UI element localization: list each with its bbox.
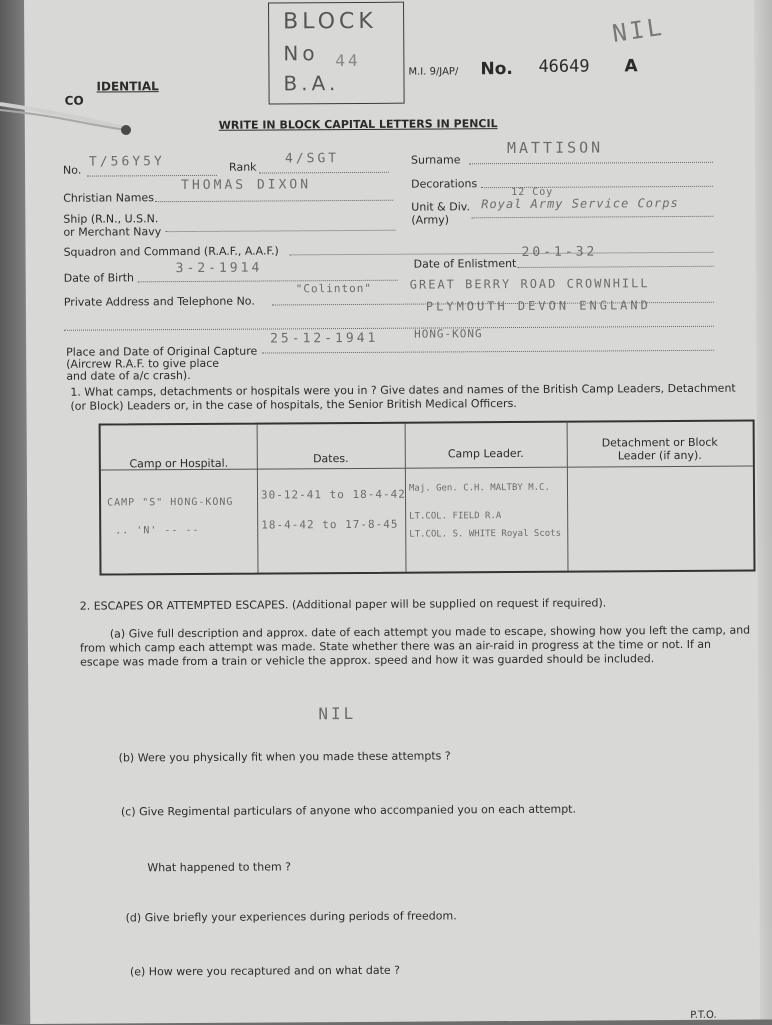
value-address-2: PLYMOUTH DEVON ENGLAND	[425, 298, 651, 314]
line-enlistment	[518, 266, 714, 268]
line-rank	[259, 172, 389, 174]
col-dates: Dates.	[313, 452, 349, 466]
value-surname: MATTISON	[506, 138, 604, 158]
nil-top: NIL	[610, 12, 667, 48]
ref-no-label: No.	[480, 59, 513, 80]
line-unit	[471, 216, 713, 218]
row1-leader: Maj. Gen. C.H. MALTBY M.C.	[408, 482, 550, 494]
q2d-text: (d) Give briefly your experiences during periods of freedom.	[125, 909, 457, 925]
line-christian-names	[155, 200, 393, 202]
document-page	[24, 0, 772, 1024]
label-rank: Rank	[228, 160, 257, 174]
value-unit: Royal Army Service Corps	[481, 196, 679, 212]
label-surname: Surname	[410, 153, 461, 167]
q2b-text: (b) Were you physically fit when you made these attempts ?	[118, 749, 451, 765]
col-detachment: Detachment or Block	[601, 435, 718, 450]
stamp-ba: B.A.	[283, 71, 340, 96]
q2a-text-3: escape was made from a train or vehicle the approx. speed and how it was guarded should be included.	[80, 652, 655, 669]
row2-leader: LT.COL. FIELD R.A	[409, 511, 502, 522]
camps-table	[99, 420, 756, 576]
header-confidential-b: IDENTIAL	[96, 79, 159, 94]
col-detachment-2: Leader (if any).	[617, 448, 702, 463]
ref-prefix: M.I. 9/JAP/	[408, 66, 459, 78]
label-capture: Place and Date of Original Capture	[66, 344, 258, 359]
q2a-answer: NIL	[318, 703, 357, 724]
label-capture-3: and date of a/c crash).	[66, 368, 191, 383]
col-camp: Camp or Hospital.	[129, 456, 229, 471]
col-camp-leader: Camp Leader.	[447, 446, 524, 461]
line-ship	[165, 230, 395, 232]
value-dob: 3-2-1914	[175, 260, 263, 277]
q1-text: 1. What camps, detachments or hospitals were you in ? Give dates and names of the British Camp Leaders, Detachment	[70, 381, 736, 399]
value-unit-small: 12 Coy	[511, 186, 554, 199]
q2a-text-2: from which camp each attempt was made. State whether there was an air-raid in progress at the time or not. If an	[79, 637, 712, 655]
value-christian-names: THOMAS DIXON	[181, 177, 312, 194]
value-address-1: GREAT BERRY ROAD CROWNHILL	[409, 276, 650, 292]
ref-number: 46649	[538, 56, 590, 77]
label-unit: Unit & Div.	[411, 200, 470, 214]
block-stamp	[268, 2, 405, 105]
stamp-no: No	[283, 41, 319, 66]
label-address: Private Address and Telephone No.	[63, 294, 255, 309]
row2-leader-2: LT.COL. S. WHITE Royal Scots	[409, 528, 562, 540]
label-christian-names: Christian Names	[63, 191, 154, 205]
value-no: T/56Y5Y	[88, 154, 165, 170]
row2-dates: 18-4-42 to 17-8-45	[261, 517, 399, 532]
row2-camp: .. 'N' -- --	[115, 524, 200, 537]
label-decorations: Decorations	[411, 177, 478, 191]
row1-camp: CAMP "S" HONG-KONG	[107, 496, 234, 509]
line-surname	[469, 162, 713, 164]
q2e-text: (e) How were you recaptured and on what date ?	[129, 963, 401, 979]
value-capture-place: HONG-KONG	[414, 327, 483, 341]
value-rank: 4/SGT	[284, 151, 340, 167]
label-ship: Ship (R.N., U.S.N.	[63, 212, 159, 226]
q2c-text-2: What happened to them ?	[147, 860, 292, 875]
pto-note: P.T.O.	[690, 1009, 717, 1021]
line-no	[87, 175, 217, 177]
ref-suffix: A	[624, 56, 638, 77]
value-address-quote: "Colinton"	[295, 281, 373, 296]
label-enlistment: Date of Enlistment	[413, 256, 517, 271]
table-divider	[257, 425, 259, 573]
label-capture-2: (Aircrew R.A.F. to give place	[66, 356, 220, 371]
q2-title: 2. ESCAPES OR ATTEMPTED ESCAPES. (Additional paper will be supplied on request if required).	[79, 596, 607, 613]
stamp-scribble: 44	[335, 50, 361, 71]
q1-text-2: (or Block) Leaders or, in the case of hospitals, the Senior British Medical Officers.	[70, 396, 517, 413]
line-address-2	[64, 326, 714, 331]
value-capture-date: 25-12-1941	[270, 330, 379, 347]
q2c-text: (c) Give Regimental particulars of anyone who accompanied you on each attempt.	[120, 802, 577, 819]
line-squadron	[290, 252, 714, 256]
label-squadron: Squadron and Command (R.A.F., A.A.F.)	[63, 244, 279, 259]
instruction-heading: WRITE IN BLOCK CAPITAL LETTERS IN PENCIL	[218, 117, 498, 132]
label-dob: Date of Birth	[63, 271, 135, 285]
q2a-text: (a) Give full description and approx. date of each attempt you made to escape, showing how you left the camp, and	[109, 623, 751, 641]
label-no: No.	[63, 163, 82, 177]
page-edge	[754, 0, 772, 1020]
value-enlistment: 20-1-32	[521, 244, 598, 260]
label-unit-2: (Army)	[411, 213, 450, 227]
header-confidential-a: CO	[64, 93, 84, 108]
line-capture	[262, 350, 714, 354]
row1-dates: 30-12-41 to 18-4-42	[260, 487, 406, 502]
label-ship-2: or Merchant Navy	[63, 225, 162, 239]
stamp-block: BLOCK	[283, 8, 377, 35]
string-tag-icon	[0, 93, 140, 136]
